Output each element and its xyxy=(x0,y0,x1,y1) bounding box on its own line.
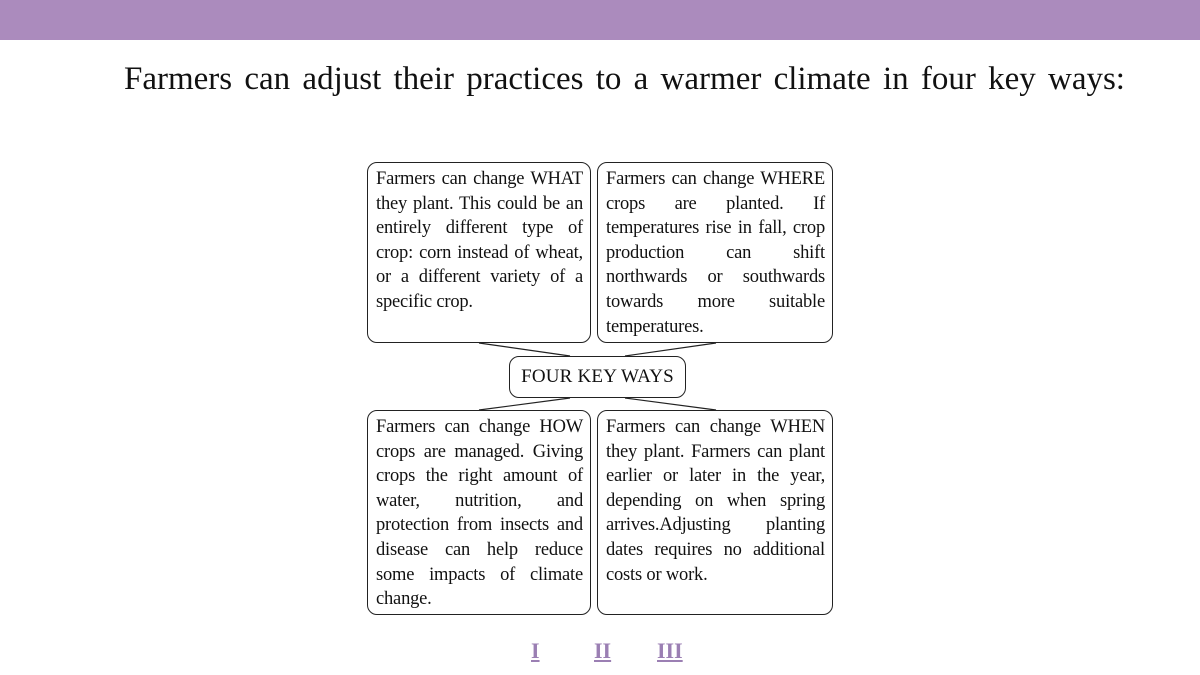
box-when: Farmers can change WHEN they plant. Farmers can plant earlier or later in the year, depending on when spring arrives.Adjusting planting dates requires no additional costs or work. xyxy=(597,410,833,615)
connector-top-right xyxy=(625,343,716,356)
nav-link-1[interactable]: I xyxy=(531,638,540,663)
slide-navigation xyxy=(0,638,1200,668)
connector-top-left xyxy=(479,343,570,356)
center-label: FOUR KEY WAYS xyxy=(509,356,686,398)
nav-link-3[interactable]: III xyxy=(657,638,683,663)
intro-paragraph: Farmers can adjust their practices to a warmer climate in four key ways: xyxy=(124,61,1125,97)
connector-bottom-right xyxy=(625,398,716,410)
nav-link-2[interactable]: II xyxy=(594,638,612,663)
box-what: Farmers can change WHAT they plant. This could be an entirely different type of crop: corn instead of wheat, or a different variety of a specific crop. xyxy=(367,162,591,343)
connector-bottom-left xyxy=(479,398,570,410)
box-where: Farmers can change WHERE crops are planted. If temperatures rise in fall, crop production can shift northwards or southwards towards more suitable temperatures. xyxy=(597,162,833,343)
box-how: Farmers can change HOW crops are managed. Giving crops the right amount of water, nutrition, and protection from insects and disease can help reduce some impacts of climate change. xyxy=(367,410,591,615)
